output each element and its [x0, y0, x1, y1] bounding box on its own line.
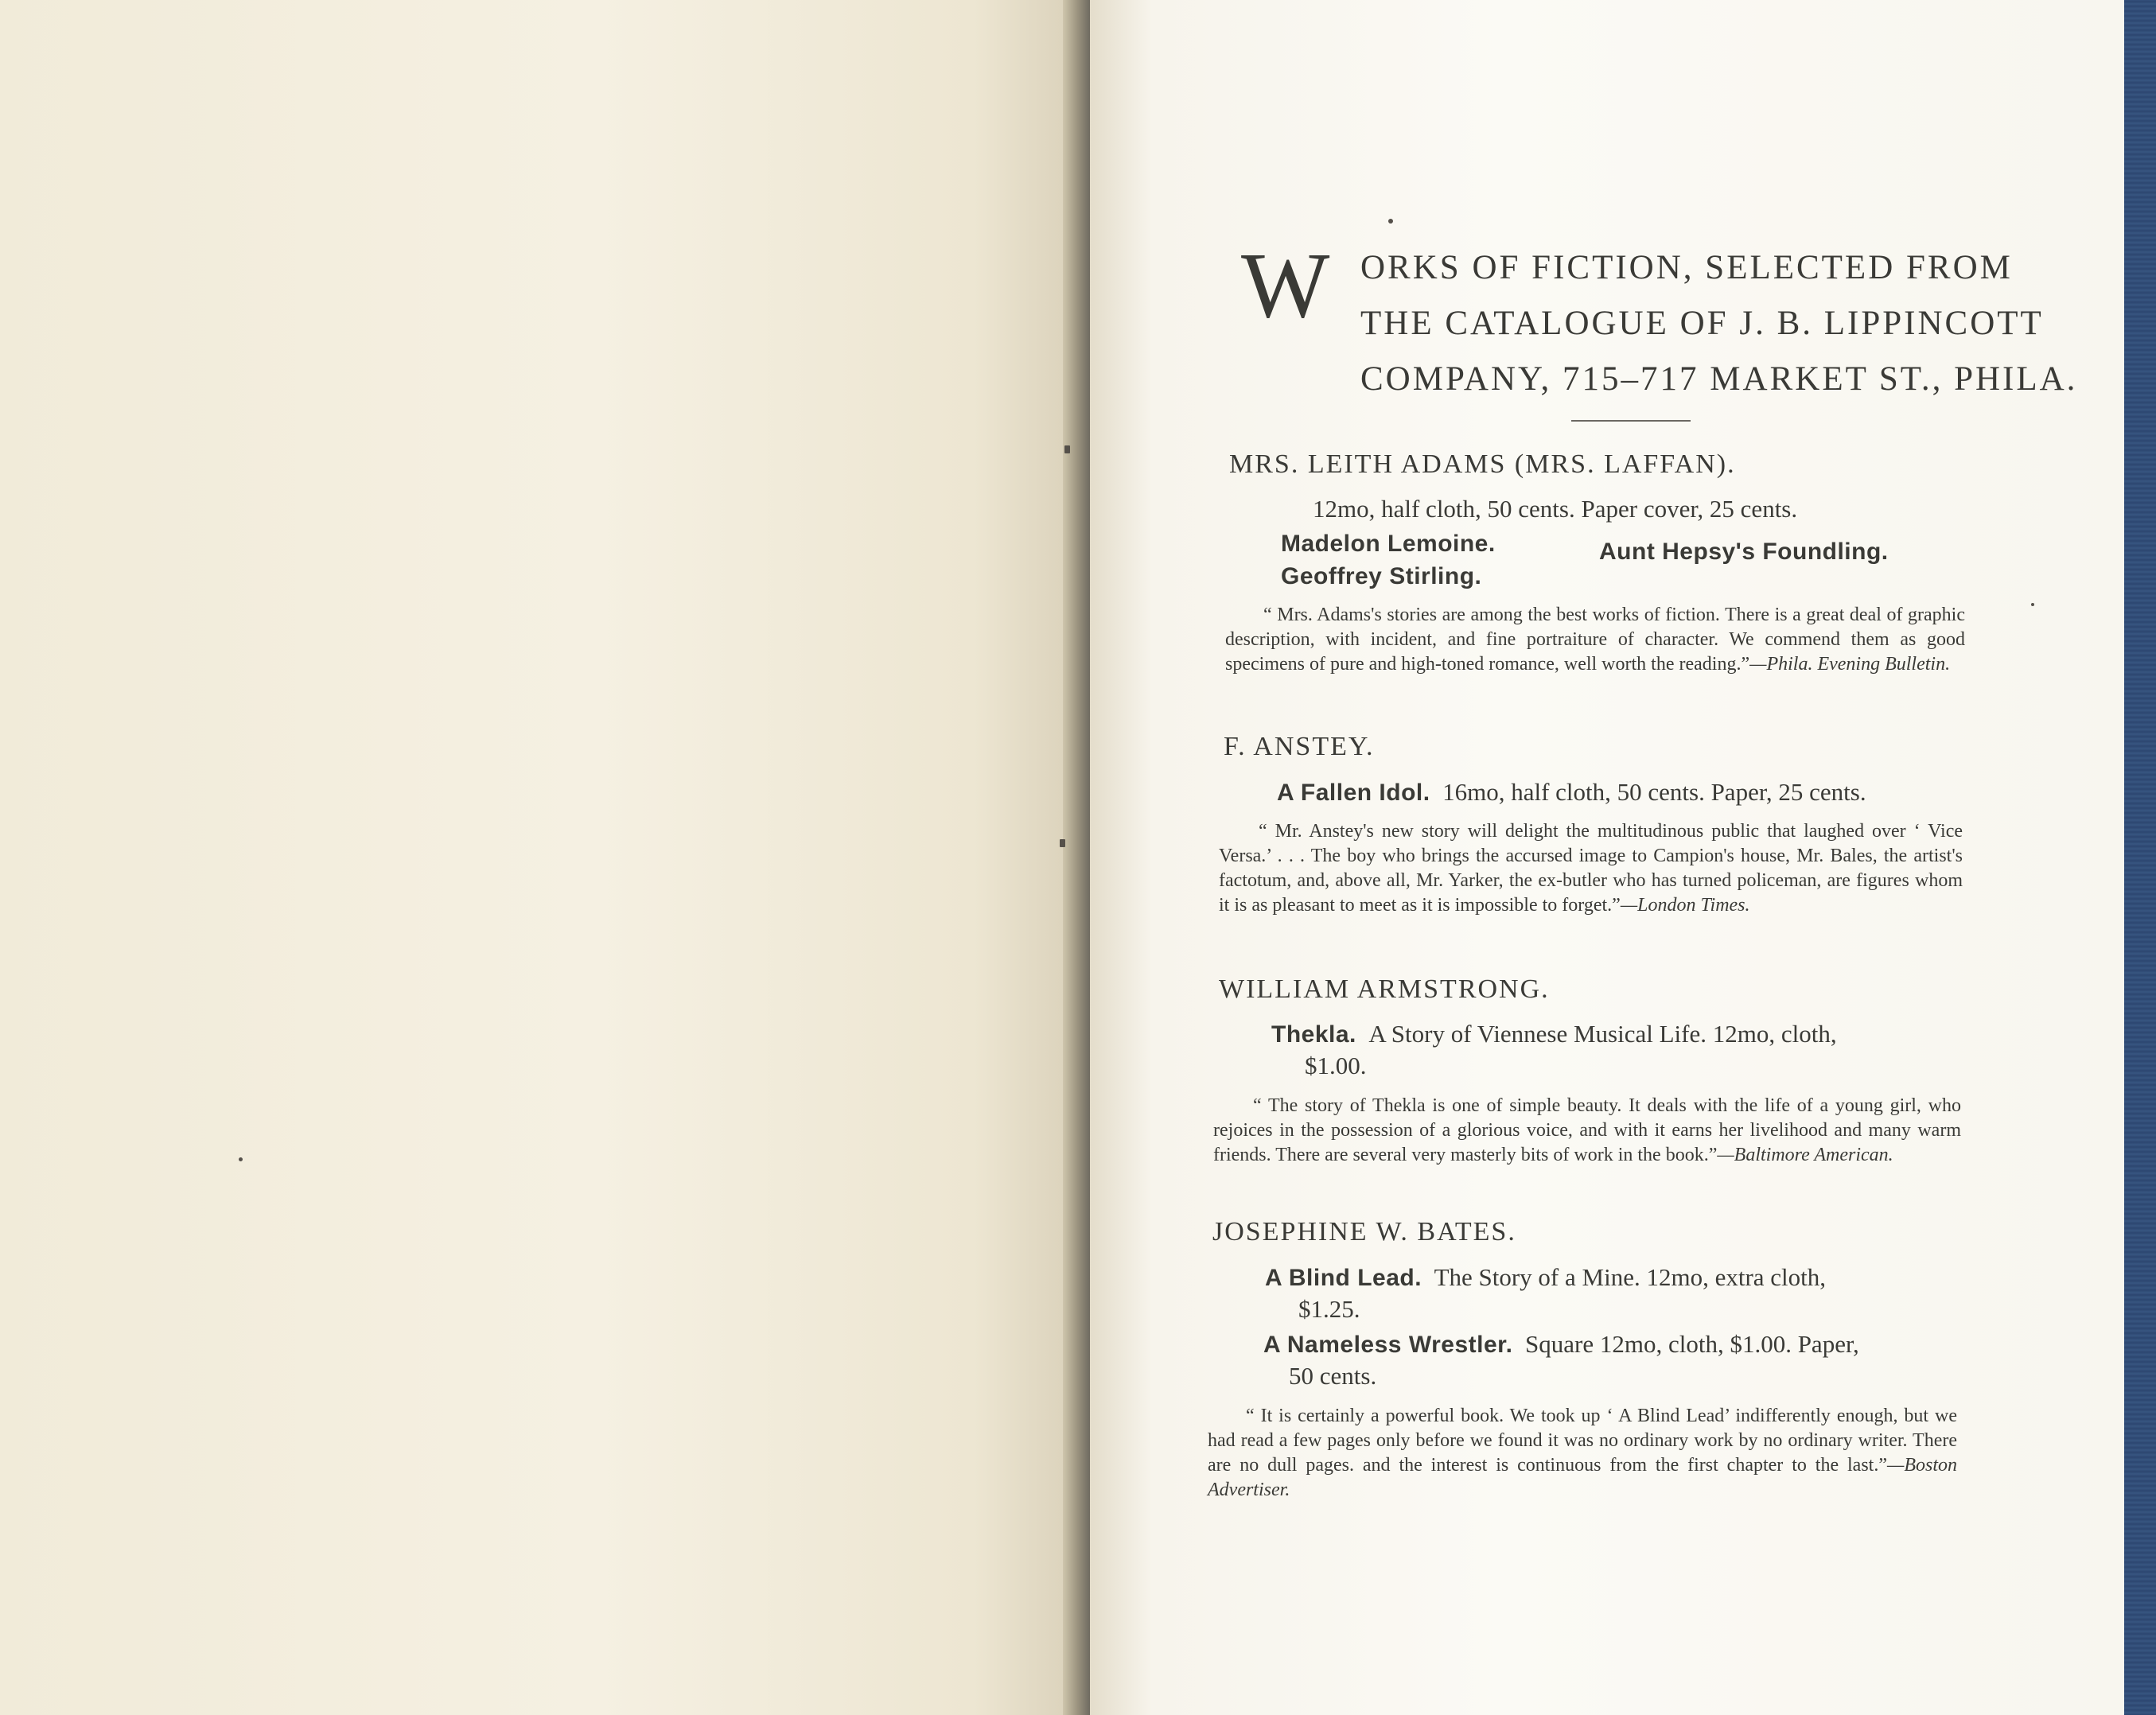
- adams-review: [1225, 603, 1965, 677]
- bates-price-1: $1.25.: [1298, 1295, 1360, 1323]
- title-aunt-hepsys-foundling: Aunt Hepsy's Foundling.: [1599, 539, 1889, 565]
- review-source: —London Times.: [1620, 895, 1750, 916]
- paper-speck: [239, 1157, 243, 1161]
- adams-format: 12mo, half cloth, 50 cents. Paper cover, 25 cents.: [1313, 495, 1798, 523]
- heading-line-1: ORKS OF FICTION, SELECTED FROM: [1360, 249, 2013, 286]
- review-text: “ Mr. Anstey's new story will delight the multitudinous public that laughed over ‘ Vice Versa.’ . . . The boy who brings the accursed image to Campion's house, Mr. Bales, the artist's factotum, and, above all, Mr. Yarker, the ex-butler who has turned policeman, are figures whom it is as pleasant to meet as it is impossible to forget.”: [1219, 821, 1963, 916]
- title-geoffrey-stirling: Geoffrey Stirling.: [1281, 563, 1482, 589]
- review-text: “ It is certainly a powerful book. We took up ‘ A Blind Lead’ indifferently enough, but we had read a few pages only before we found it was no ordinary work by no ordinary writer. There are no dull pages. and the interest is continuous from the first chapter to the last.”: [1208, 1406, 1957, 1476]
- armstrong-format: A Story of Viennese Musical Life. 12mo, cloth,: [1368, 1020, 1837, 1048]
- review-text: “ Mrs. Adams's stories are among the best works of fiction. There is a great deal of graphic description, with incident, and fine portraiture of character. We commend them as good specimens of pure and high-toned romance, well worth the reading.”: [1225, 605, 1965, 675]
- book-gutter: [1063, 0, 1090, 1715]
- anstey-review: [1219, 819, 1963, 918]
- armstrong-review: [1213, 1094, 1961, 1168]
- anstey-book-line: [1277, 778, 1866, 807]
- title-a-fallen-idol: A Fallen Idol.: [1277, 780, 1430, 806]
- review-source: —Boston Advertiser.: [1208, 1455, 1957, 1500]
- bates-price-2: 50 cents.: [1289, 1362, 1377, 1390]
- divider-rule: [1571, 420, 1691, 422]
- author-anstey: F. ANSTEY.: [1224, 732, 1375, 761]
- title-thekla: Thekla.: [1271, 1021, 1356, 1048]
- bates-format-2: Square 12mo, cloth, $1.00. Paper,: [1525, 1330, 1859, 1358]
- review-text: “ The story of Thekla is one of simple beauty. It deals with the life of a young girl, who rejoices in the possession of a glorious voice, and with it earns her livelihood and many warm friends. There are several very masterly bits of work in the book.”: [1213, 1095, 1961, 1165]
- heading-line-3: COMPANY, 715–717 MARKET ST., PHILA.: [1360, 360, 2078, 398]
- paper-speck: [1060, 839, 1065, 847]
- anstey-format: 16mo, half cloth, 50 cents. Paper, 25 cents.: [1442, 778, 1866, 806]
- bates-review: [1208, 1404, 1957, 1503]
- paper-speck: [1064, 445, 1070, 453]
- title-a-nameless-wrestler: A Nameless Wrestler.: [1263, 1332, 1513, 1358]
- armstrong-price: $1.00.: [1305, 1052, 1367, 1079]
- cover-edge: [2124, 0, 2156, 1715]
- bates-format-1: The Story of a Mine. 12mo, extra cloth,: [1434, 1263, 1827, 1291]
- bates-book-line-2: [1263, 1330, 1859, 1359]
- heading-line-2: THE CATALOGUE OF J. B. LIPPINCOTT: [1360, 305, 2044, 342]
- review-source: —Baltimore American.: [1717, 1145, 1893, 1165]
- author-adams: MRS. LEITH ADAMS (MRS. LAFFAN).: [1229, 449, 1736, 479]
- title-a-blind-lead: A Blind Lead.: [1265, 1265, 1422, 1291]
- armstrong-book-line: [1271, 1020, 1837, 1048]
- paper-speck: [2031, 603, 2034, 606]
- author-armstrong: WILLIAM ARMSTRONG.: [1219, 974, 1550, 1004]
- title-madelon-lemoine: Madelon Lemoine.: [1281, 531, 1496, 557]
- review-source: —Phila. Evening Bulletin.: [1749, 654, 1951, 675]
- bates-book-line-1: [1265, 1263, 1826, 1292]
- paper-speck: [1388, 219, 1393, 224]
- drop-cap: W: [1241, 233, 1330, 337]
- author-bates: JOSEPHINE W. BATES.: [1212, 1217, 1516, 1246]
